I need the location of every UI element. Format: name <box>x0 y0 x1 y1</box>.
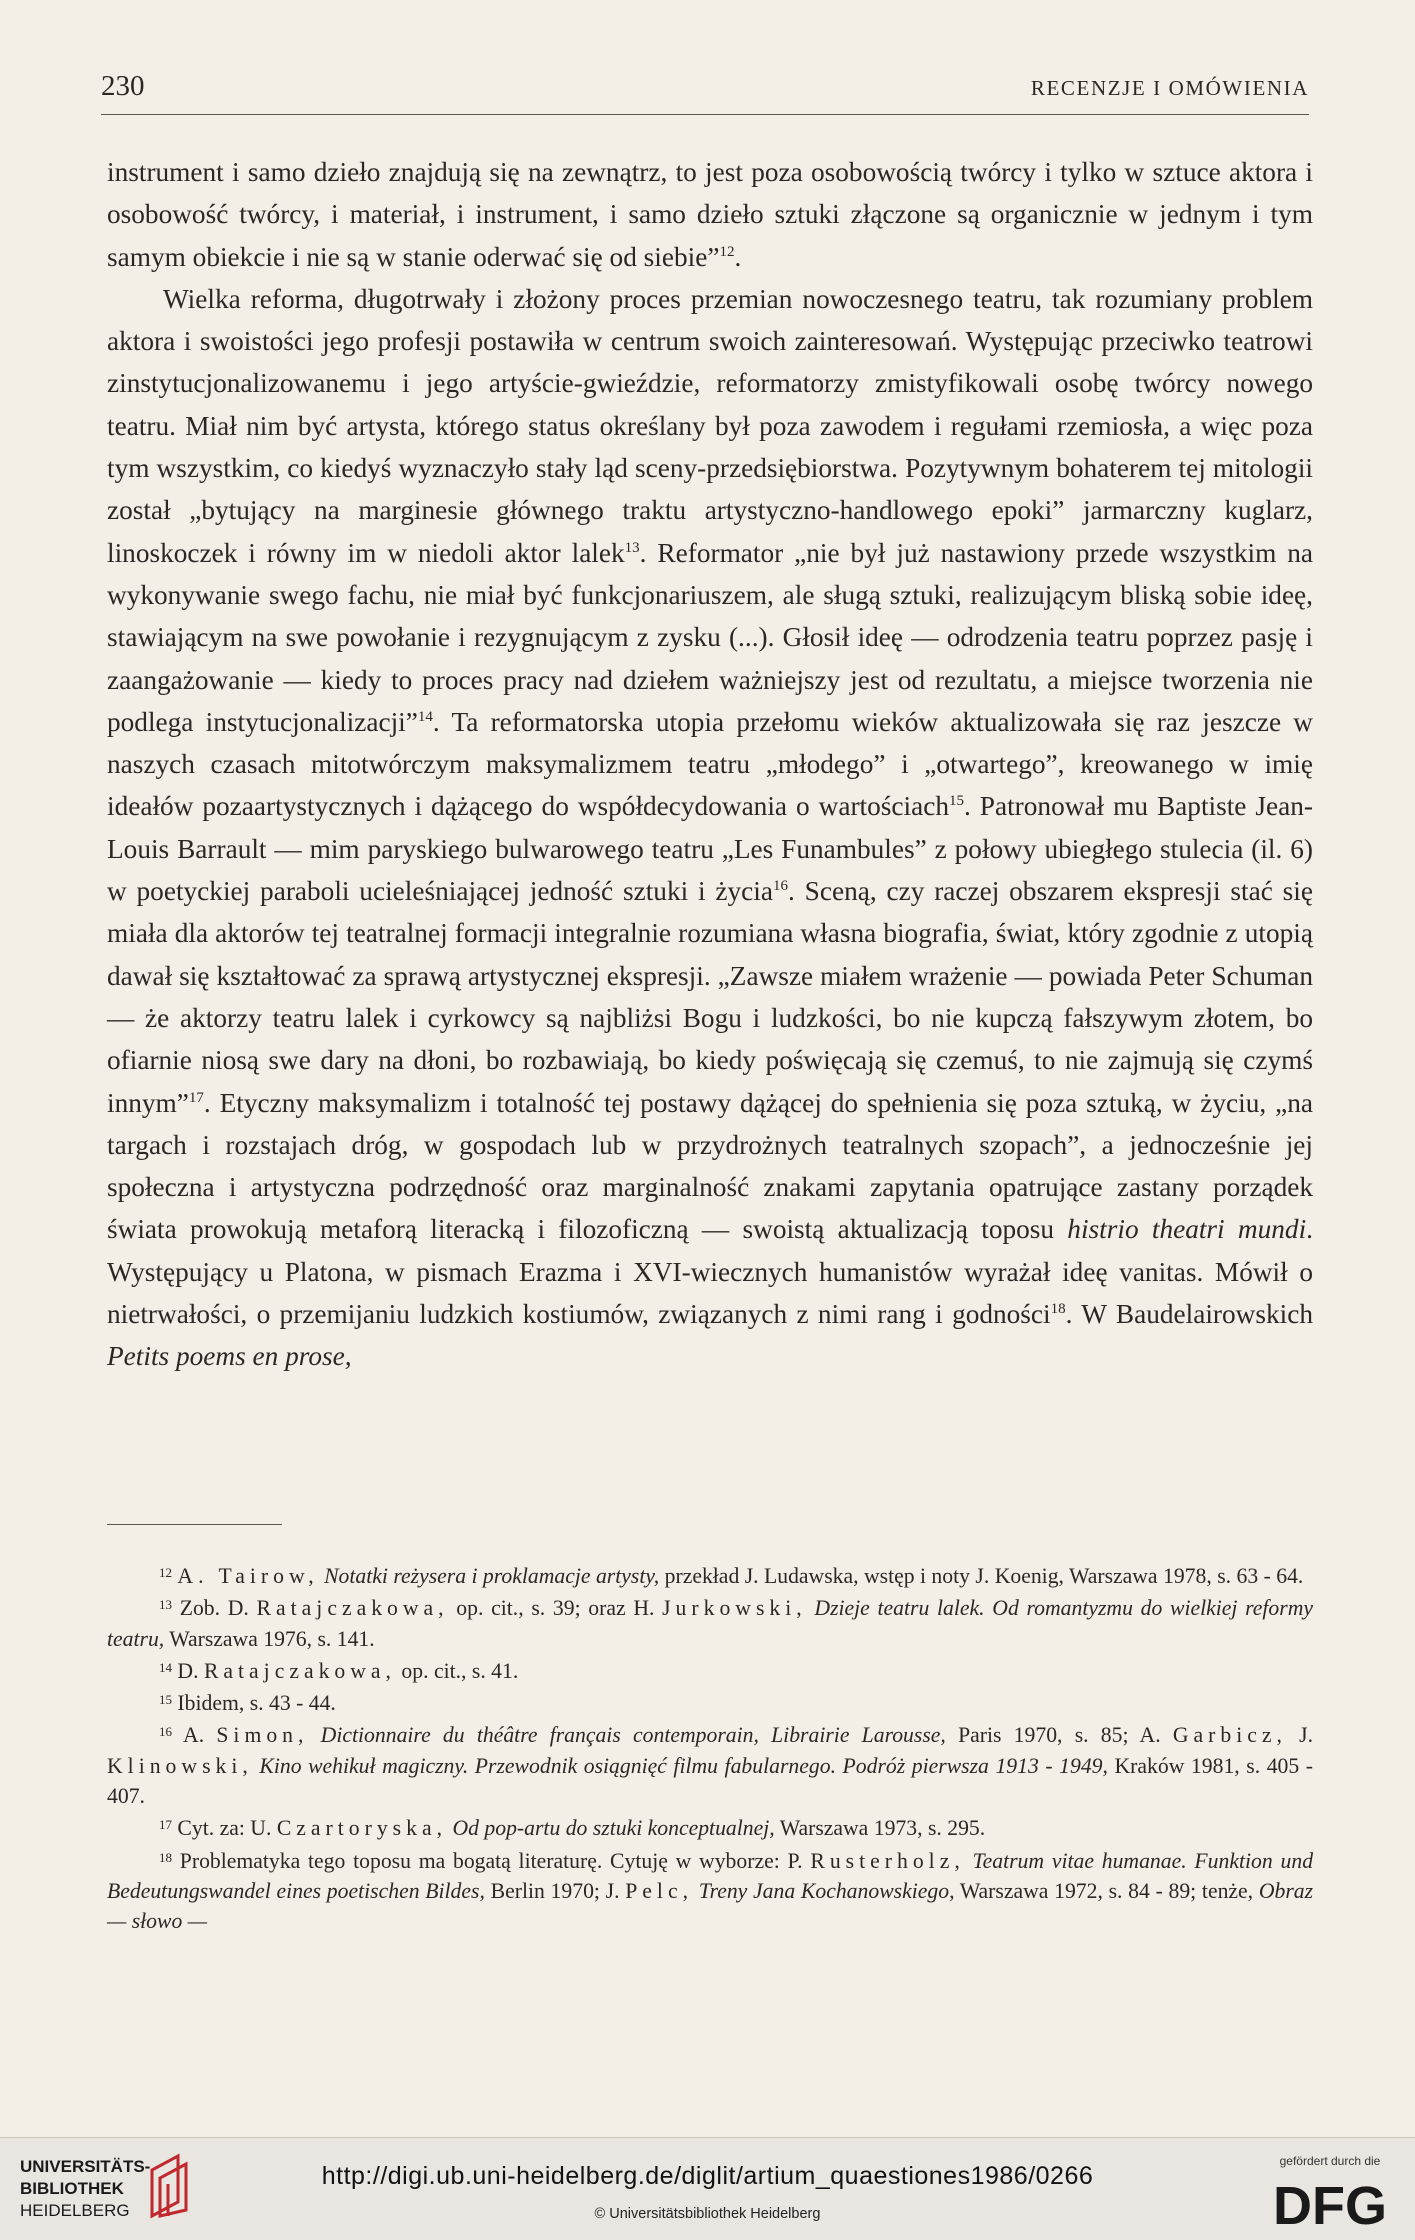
footnote-18: $^{18}$ Problematyka tego toposu ma bogatą literaturę. Cytuję w wyborze: P. Rusterholz, Teatrum vitae humanae. Funktion und Bedeutungswandel eines poetischen Bildes, Berlin 1970; J. Pelc, Treny Jana Kochanowskiego, Warszawa 1972, s. 84 - 89; tenże, Obraz — słowo — <box>107 1848 1314 1934</box>
footnote-ref-13: 13 <box>624 539 640 556</box>
footnote-12: $^{12}$ A. Tairow, Notatki reżysera i proklamacje artysty, przekład J. Ludawska, wstęp i noty J. Koenig, Warszawa 1978, s. 63 - 64. <box>159 1564 1304 1588</box>
footnote-16: $^{16}$ A. Simon, Dictionnaire du théâtre français contemporain, Librairie Larousse, Paris 1970, s. 85; A. Garbicz, J. Klinowski, Kino wehikuł magiczny. Przewodnik osiągnięć filmu fabularnego. Podróż pierwsza 1913 - 1949, Kraków 1981, s. 405 - 407. <box>107 1723 1314 1809</box>
page-header <box>101 70 1309 115</box>
footnote-ref-15: 15 <box>949 793 964 810</box>
footnotes <box>107 1561 1313 1939</box>
footnote-rule <box>107 1524 282 1525</box>
footnote-14: $^{14}$ D. Ratajczakowa, op. cit., s. 41. <box>159 1658 519 1683</box>
dfg-logo-text: DFG <box>1273 2176 1387 2232</box>
footnote-15: $^{15}$ Ibidem, s. 43 - 44. <box>159 1691 336 1716</box>
footnote-13: $^{13}$ Zob. D. Ratajczakowa, op. cit., s. 39; oraz H. Jurkowski, Dzieje teatru lalek. Od romantyzmu do wielkiej reformy teatru, Warszawa 1976, s. 141. <box>107 1596 1314 1651</box>
footnote-17: $^{17}$ Cyt. za: U. Czartoryska, Od pop-artu do sztuki konceptualnej, Warszawa 1973, s. 295. <box>159 1816 986 1841</box>
copyright-notice: © Universitätsbibliothek Heidelberg <box>594 2206 821 2222</box>
footnote-ref-14: 14 <box>417 708 433 725</box>
university-library-logo: UNIVERSITÄTS- BIBLIOTHEK HEIDELBERG <box>20 2157 151 2220</box>
footnote-ref-18: 18 <box>1050 1301 1066 1318</box>
page-number: 230 <box>101 70 145 102</box>
dfg-logo <box>1262 2176 1398 2232</box>
footnote-ref-17: 17 <box>188 1089 204 1106</box>
running-head: RECENZJE I OMÓWIENIA <box>1030 76 1309 100</box>
footnote-ref-16: 16 <box>773 878 789 895</box>
paragraph-1: instrument i samo dzieło znajdują się na zewnątrz, to jest poza osobowością twórcy i tylko w sztuce aktora i osobowość twórcy, i materiał, i instrument, i samo dzieło sztuki złączone są organicznie w jednym i tym samym obiekcie i nie są w stanie oderwać się od siebie”$^{12}$. <box>107 157 1313 272</box>
funding-label: gefördert durch die <box>1279 2154 1381 2168</box>
paragraph-2: Wielka reforma, długotrwały i złożony proces przemian nowoczesnego teatru, tak rozumiany problem aktora i swoistości jego profesji postawiła w centrum swoich zainteresowań. Występując przeciwko teatrowi zinstytucjonalizowanemu i jego artyście-gwieździe, reformatorzy zmistyfikowali osobę twórcy nowego teatru. Miał nim być artysta, którego status określany był poza zawodem i regułami rzemiosła, a więc poza tym wszystkim, co kiedyś wyznaczyło stały ląd sceny-przedsiębiorstwa. Pozytywnym bohaterem tej mitologii został „bytujący na marginesie głównego traktu artystyczno-handlowego epoki” jarmarczny kuglarz, linoskoczek i równy im w niedoli aktor lalek$^{13}$. Reformator „nie był już nastawiony przede wszystkim na wykonywanie swego fachu, nie miał być funkcjonariuszem, ale sługą sztuki, realizującym bliską sobie ideę, stawiającym na swe powołanie i rezygnującym z zysku (...). Głosił ideę — odrodzenia teatru poprzez pasję i zaangażowanie — kiedy to proces pracy nad dziełem ważniejszy jest od rezultatu, a miejsce tworzenia nie podlega instytucjonalizacji”$^{14}$. Ta reformatorska utopia przełomu wieków aktualizowała się raz jeszcze w naszych czasach mitotwórczym maksymalizmem teatru „młodego” i „otwartego”, kreowanego w imię ideałów pozaartystycznych i dążącego do współdecydowania o wartościach$^{15}$. Patronował mu Baptiste Jean-Louis Barrault — mim paryskiego bulwarowego teatru „Les Funambules” z połowy ubiegłego stulecia (il. 6) w poetyckiej paraboli ucieleśniającej jedność sztuki i życia$^{16}$. Sceną, czy raczej obszarem ekspresji stać się miała dla aktorów tej teatralnej formacji integralnie rozumiana własna biografia, świat, który zgodnie z utopią dawał się kształtować za sprawą artystycznej ekspresji. „Zawsze miałem wrażenie — powiada Peter Schuman — że aktorzy teatru lalek i cyrkowcy są najbliżsi Bogu i ludzkości, bo nie kupczą fałszywym złotem, bo ofiarnie niosą swe dary na dłoni, bo rozbawiają, bo kiedy poświęcają się czemuś, to nie zajmują się czymś innym”$^{17}$. Etyczny maksymalizm i totalność tej postawy dążącej do spełnienia się poza sztuką, w życiu, „na targach i rozstajach dróg, w gospodach lub w przydrożnych teatralnych szopach”, a jednocześnie jej społeczna i artystyczna podrzędność oraz marginalność znakami zapytania opatrujące zastany porządek świata prowokują metaforą literacką i filozoficzną — swoistą aktualizacją toposu histrio theatri mundi. Występujący u Platona, w pismach Erazma i XVI-wiecznych humanistów wyrażał ideę vanitas. Mówił o nietrwałości, o przemijaniu ludzkich kostiumów, związanych z nimi rang i godności$^{18}$. W Baudelairowskich Petits poems en prose, <box>107 283 1314 1372</box>
main-text <box>107 151 1313 1378</box>
page-url-link[interactable]: http://digi.ub.uni-heidelberg.de/diglit/artium_quaestiones1986/0266 <box>321 2162 1094 2190</box>
footnote-ref-12: 12 <box>719 243 735 260</box>
digitization-footer <box>0 2137 1415 2240</box>
